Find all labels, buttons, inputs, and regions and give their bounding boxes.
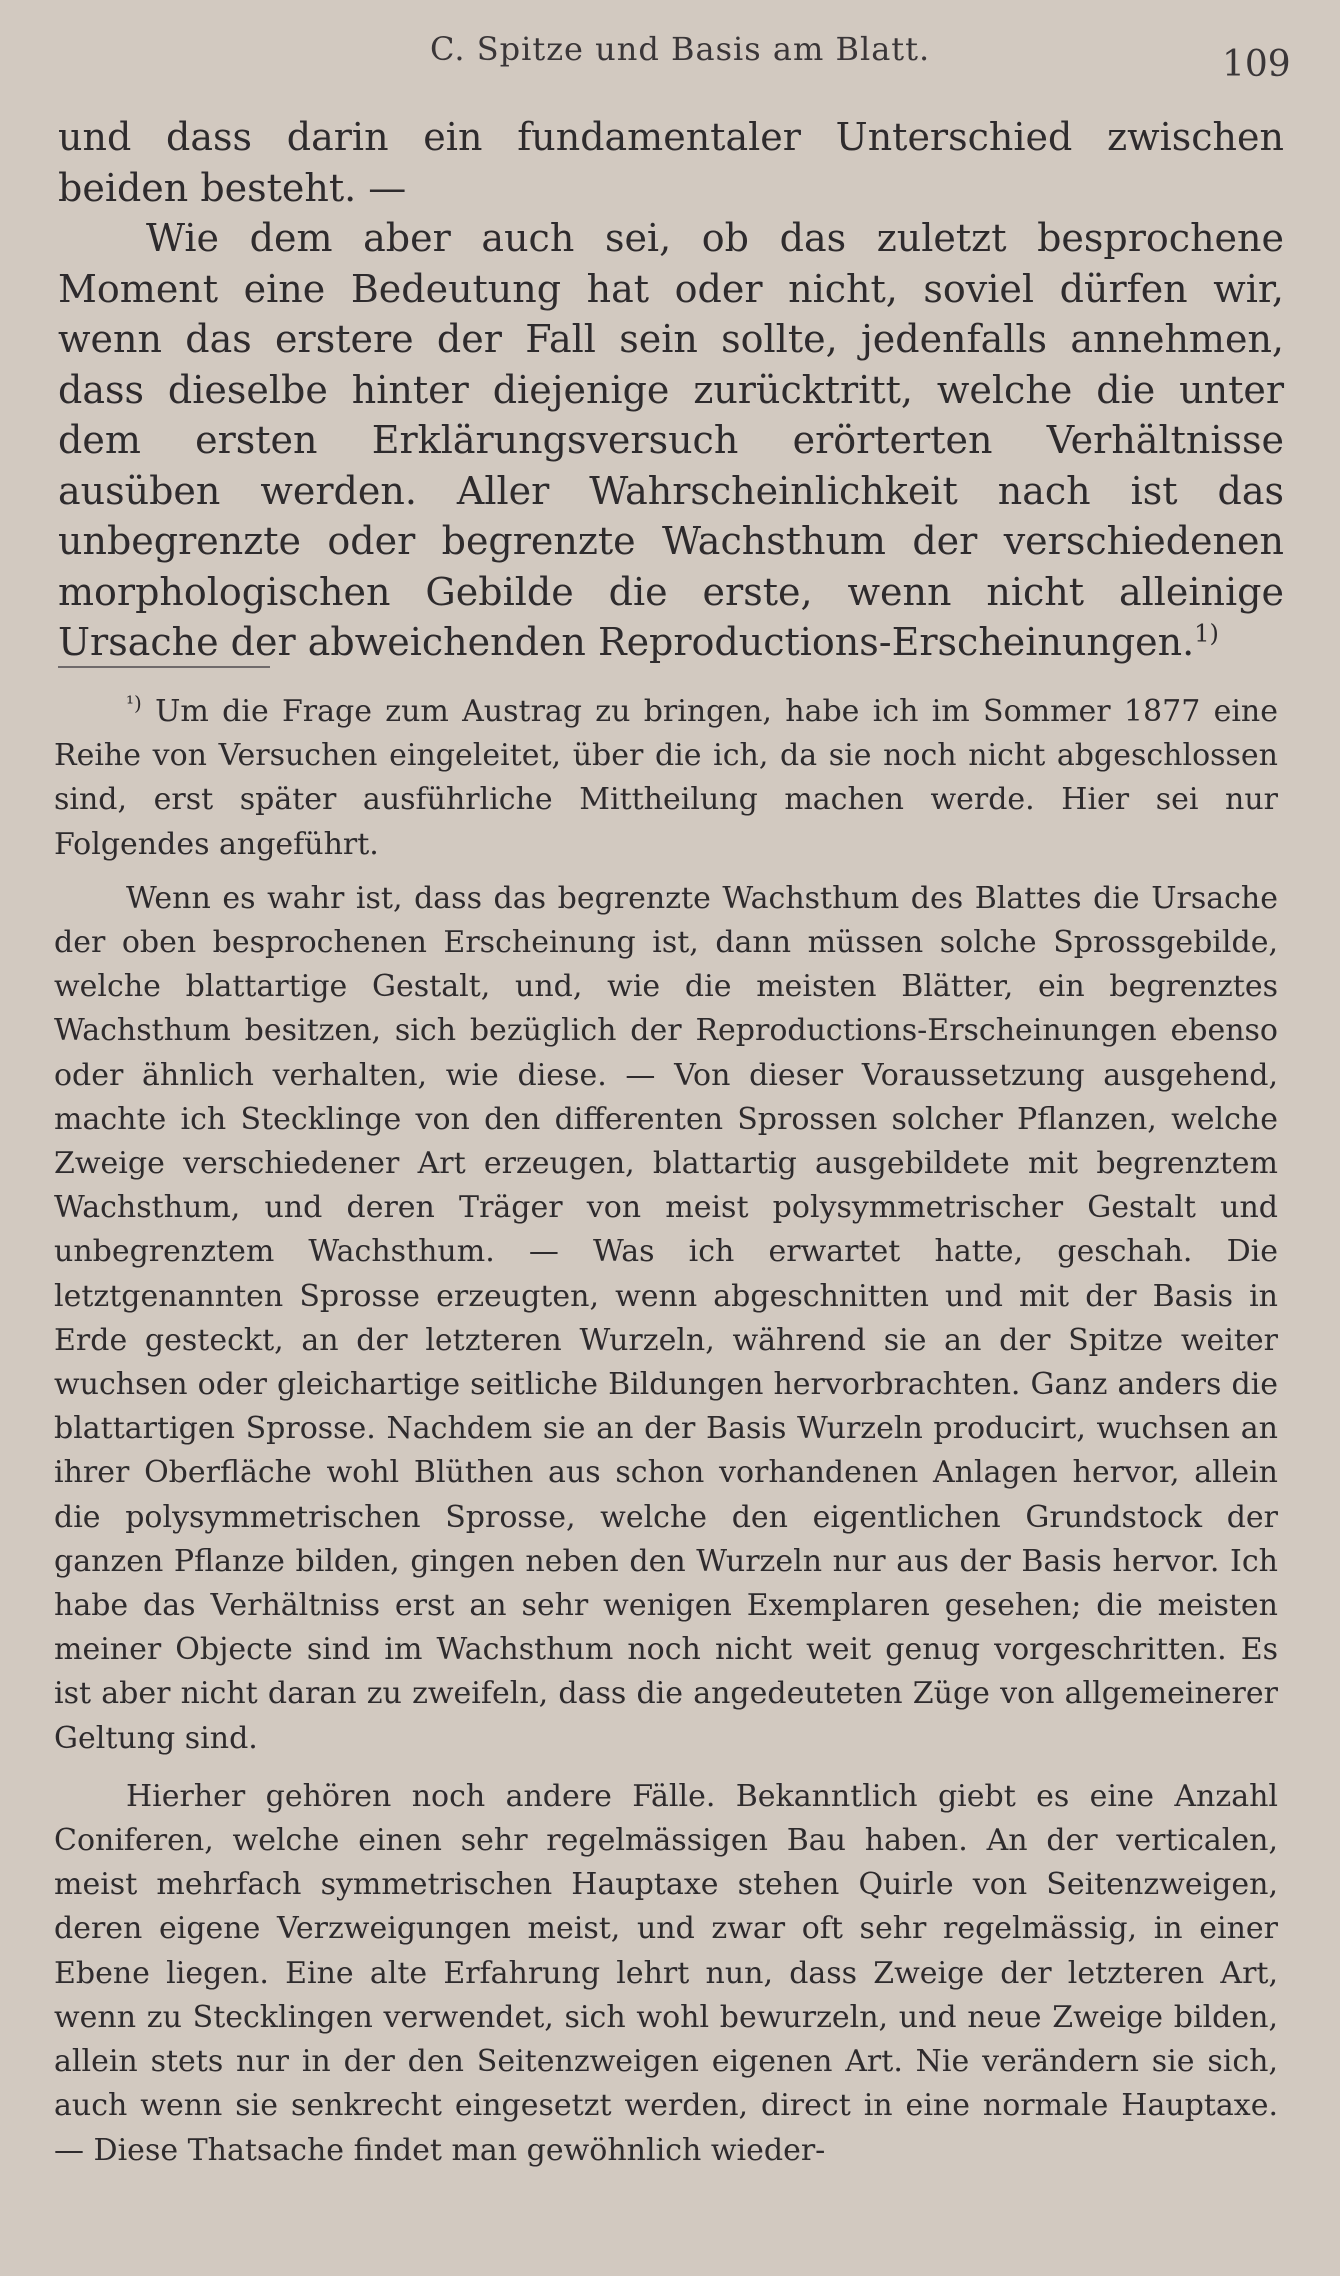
page-number: 109 (1222, 44, 1291, 85)
main-paragraph-1: und dass darin ein fundamentaler Unterschied zwischen beiden besteht. — (58, 115, 1284, 210)
footnote-paragraph-2: Wenn es wahr ist, dass das begrenzte Wachsthum des Blattes die Ursache der oben besprochenen Erscheinung ist, dann müssen solche Sprossgebilde, welche blattartige Gestalt, und, wie die meisten Blätter, ein begrenztes Wachsthum besitzen, sich bezüglich der Reproductions-Erscheinungen ebenso oder ähnlich verhalten, wie diese. — Von dieser Voraussetzung ausgehend, machte ich Stecklinge von den differenten Sprossen solcher Pflanzen, welche Zweige verschiedener Art erzeugen, blattartig ausgebildete mit begrenztem Wachsthum, und deren Träger von meist polysymmetrischer Gestalt und unbegrenztem Wachsthum. — Was ich erwartet hatte, geschah. Die letztgenannten Sprosse erzeugten, wenn abgeschnitten und mit der Basis in Erde gesteckt, an der letzteren Wurzeln, während sie an der Spitze weiter wuchsen oder gleichartige seitliche Bildungen hervorbrachten. Ganz anders die blattartigen Sprosse. Nachdem sie an der Basis Wurzeln producirt, wuchsen an ihrer Oberfläche wohl Blüthen aus schon vorhandenen Anlagen hervor, allein die polysymmetrischen Sprosse, welche den eigentlichen Grundstock der ganzen Pflanze bilden, gingen neben den Wurzeln nur aus der Basis hervor. Ich habe das Verhältniss erst an sehr wenigen Exemplaren gesehen; die meisten meiner Objecte sind im Wachsthum noch nicht weit genug vorgeschritten. Es ist aber nicht daran zu zweifeln, dass die angedeuteten Züge von allgemeinerer Geltung sind. (54, 880, 1278, 1756)
main-paragraph-2 (58, 213, 1284, 668)
footnote-paragraph-1 (54, 690, 1278, 867)
main-paragraph-2-text: Wie dem aber auch sei, ob das zuletzt besprochene Moment eine Bedeutung hat oder nicht, soviel dürfen wir, wenn das erstere der Fall sein sollte, jedenfalls annehmen, dass dieselbe hinter diejenige zurücktritt, welche die unter dem ersten Erklärungsversuch erörterten Verhältnisse ausüben werden. Aller Wahrscheinlichkeit nach ist das unbegrenzte oder begrenzte Wachsthum der verschiedenen morphologischen Gebilde die erste, wenn nicht alleinige Ursache der abweichenden Reproductions-Erscheinungen. (58, 216, 1284, 664)
main-text (58, 112, 1284, 668)
footnote-reference: 1) (1194, 619, 1219, 648)
footnote-paragraph-1-text: Um die Frage zum Austrag zu bringen, habe ich im Sommer 1877 eine Reihe von Versuchen eingeleitet, über die ich, da sie noch nicht abgeschlossen sind, erst später ausführliche Mittheilung machen werde. Hier sei nur Folgendes angeführt. (54, 694, 1278, 862)
footnote-paragraph-3: Hierher gehören noch andere Fälle. Bekanntlich giebt es eine Anzahl Coniferen, welche einen sehr regelmässigen Bau haben. An der verticalen, meist mehrfach symmetrischen Hauptaxe stehen Quirle von Seitenzweigen, deren eigene Verzweigungen meist, und zwar oft sehr regelmässig, in einer Ebene liegen. Eine alte Erfahrung lehrt nun, dass Zweige der letzteren Art, wenn zu Stecklingen verwendet, sich wohl bewurzeln, und neue Zweige bilden, allein stets nur in der den Seitenzweigen eigenen Art. Nie verändern sie sich, auch wenn sie senkrecht eingesetzt werden, direct in eine normale Hauptaxe. — Diese Thatsache findet man gewöhnlich wieder- (54, 1778, 1278, 2168)
running-header: C. Spitze und Basis am Blatt. (430, 30, 931, 68)
footnote (54, 690, 1278, 2173)
footnote-marker: ¹) (126, 691, 142, 715)
footnote-divider (58, 666, 270, 668)
